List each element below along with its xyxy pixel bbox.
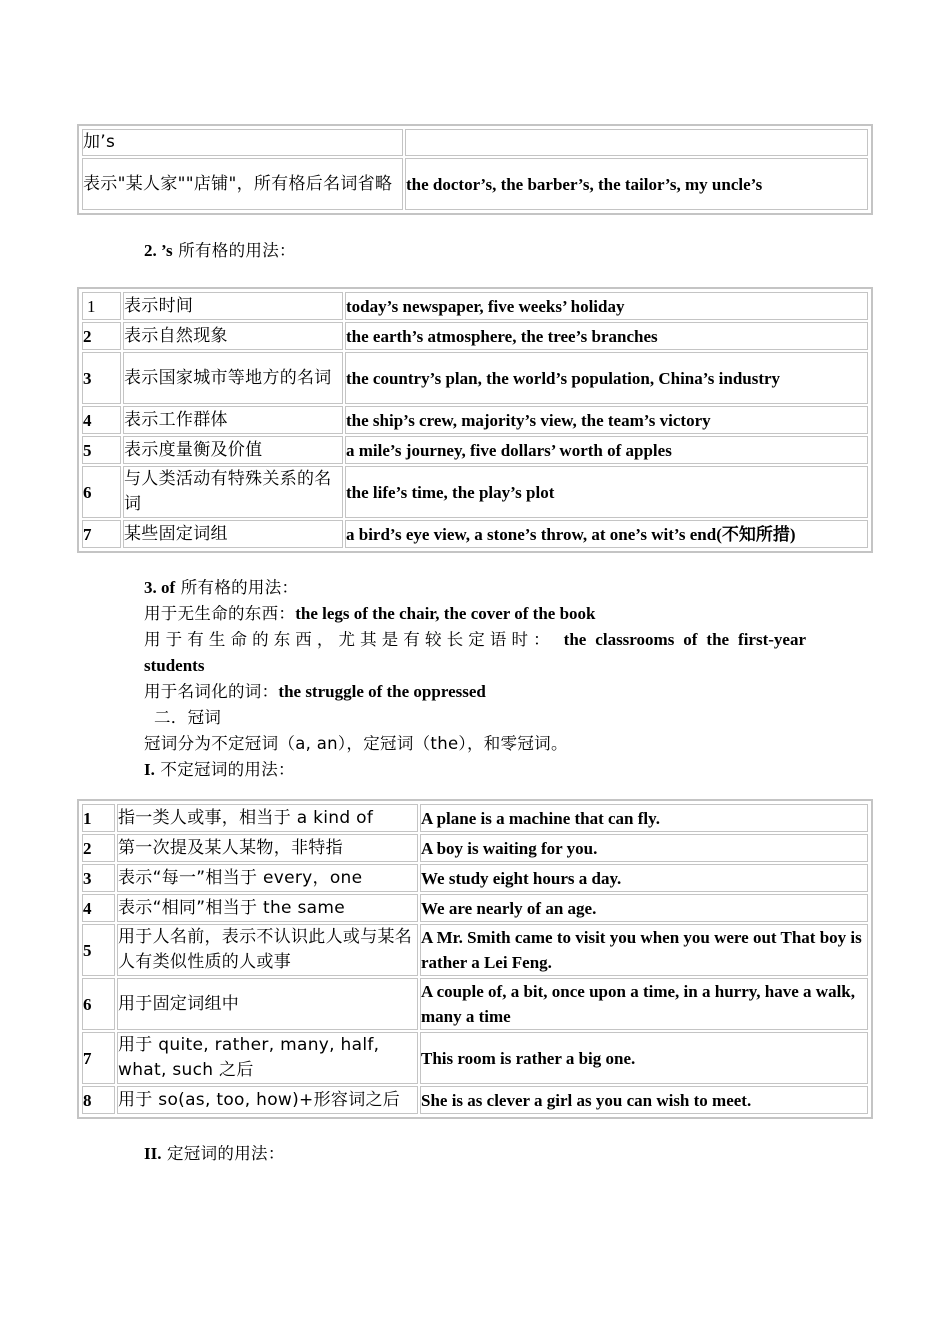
table-row bbox=[82, 436, 868, 464]
section-3-body bbox=[144, 575, 808, 783]
example-cell: the country’s plan, the world’s population, China’s industry bbox=[345, 352, 868, 404]
possessive-table-top bbox=[77, 124, 873, 215]
table-row bbox=[82, 158, 868, 210]
row-number: 3 bbox=[82, 864, 115, 892]
row-number: 5 bbox=[82, 436, 121, 464]
usage-cell: 表示工作群体 bbox=[123, 406, 343, 434]
example-cell: a mile’s journey, five dollars’ worth of apples bbox=[345, 436, 868, 464]
row-number: 7 bbox=[82, 520, 121, 548]
usage-cell: 用于人名前，表示不认识此人或与某名人有类似性质的人或事 bbox=[117, 924, 418, 976]
table-row bbox=[82, 352, 868, 404]
table-row bbox=[82, 1032, 868, 1084]
heading-number: 3. of bbox=[144, 578, 176, 597]
heading-number: I. bbox=[144, 760, 155, 779]
row-number: 8 bbox=[82, 1086, 115, 1114]
usage-cell: 用于 so(as, too, how)+形容词之后 bbox=[117, 1086, 418, 1114]
table-row bbox=[82, 924, 868, 976]
line-zh: 用于无生命的东西： bbox=[144, 604, 296, 623]
indefinite-article-table bbox=[77, 799, 873, 1119]
paragraph-line bbox=[144, 679, 808, 705]
example-cell: the life’s time, the play’s plot bbox=[345, 466, 868, 518]
heading-text: 不定冠词的用法： bbox=[154, 760, 295, 779]
possessive-usage-table bbox=[77, 287, 873, 553]
heading-number: II. bbox=[144, 1144, 162, 1163]
example-cell: today’s newspaper, five weeks’ holiday bbox=[345, 292, 868, 320]
table-cell: 加’s bbox=[82, 129, 403, 156]
line-zh: 用于名词化的词： bbox=[144, 682, 279, 701]
usage-cell: 表示度量衡及价值 bbox=[123, 436, 343, 464]
row-number: 6 bbox=[82, 466, 121, 518]
example-cell: A boy is waiting for you. bbox=[420, 834, 868, 862]
table-row bbox=[82, 834, 868, 862]
usage-cell: 表示时间 bbox=[123, 292, 343, 320]
row-number: 1 bbox=[82, 292, 121, 320]
line-en: the legs of the chair, the cover of the book bbox=[295, 604, 596, 623]
usage-cell: 与人类活动有特殊关系的名词 bbox=[123, 466, 343, 518]
example-cell: the earth’s atmosphere, the tree’s branches bbox=[345, 322, 868, 350]
heading-text: 所有格的用法： bbox=[175, 578, 299, 597]
table-row bbox=[82, 520, 868, 548]
table-row bbox=[82, 292, 868, 320]
usage-cell: 用于固定词组中 bbox=[117, 978, 418, 1030]
usage-cell: 第一次提及某人某物，非特指 bbox=[117, 834, 418, 862]
usage-cell: 指一类人或事，相当于 a kind of bbox=[117, 804, 418, 832]
table-row bbox=[82, 1086, 868, 1114]
example-cell: A Mr. Smith came to visit you when you were out That boy is rather a Lei Feng. bbox=[420, 924, 868, 976]
article-heading bbox=[144, 705, 808, 731]
line-zh: 用于有生命的东西，尤其是有较长定语时： bbox=[144, 630, 555, 649]
row-number: 2 bbox=[82, 322, 121, 350]
row-number: 3 bbox=[82, 352, 121, 404]
example-cell: A plane is a machine that can fly. bbox=[420, 804, 868, 832]
row-number: 6 bbox=[82, 978, 115, 1030]
section-heading-2 bbox=[144, 238, 808, 264]
usage-cell: 某些固定词组 bbox=[123, 520, 343, 548]
row-number: 2 bbox=[82, 834, 115, 862]
paragraph-line bbox=[144, 627, 806, 679]
row-number: 7 bbox=[82, 1032, 115, 1084]
table-row bbox=[82, 406, 868, 434]
row-number: 4 bbox=[82, 894, 115, 922]
usage-cell: 表示自然现象 bbox=[123, 322, 343, 350]
example-cell: We study eight hours a day. bbox=[420, 864, 868, 892]
table-row bbox=[82, 466, 868, 518]
table-cell bbox=[405, 129, 868, 156]
section-heading-I bbox=[144, 757, 808, 783]
row-number: 4 bbox=[82, 406, 121, 434]
table-row bbox=[82, 129, 868, 156]
table-row bbox=[82, 804, 868, 832]
heading-number: 2. ’s bbox=[144, 241, 173, 260]
paragraph-line bbox=[144, 601, 808, 627]
paragraph-line bbox=[144, 731, 808, 757]
example-cell: the ship’s crew, majority’s view, the team’s victory bbox=[345, 406, 868, 434]
heading-text: 定冠词的用法： bbox=[161, 1144, 285, 1163]
table-cell: 表示"某人家""店铺"，所有格后名词省略 bbox=[82, 158, 403, 210]
section-heading-3 bbox=[144, 575, 808, 601]
heading-text: 所有格的用法： bbox=[172, 241, 296, 260]
example-cell: She is as clever a girl as you can wish to meet. bbox=[420, 1086, 868, 1114]
example-cell: A couple of, a bit, once upon a time, in a hurry, have a walk, many a time bbox=[420, 978, 868, 1030]
row-number: 1 bbox=[82, 804, 115, 832]
table-row bbox=[82, 322, 868, 350]
table-row bbox=[82, 978, 868, 1030]
table-cell: the doctor’s, the barber’s, the tailor’s, my uncle’s bbox=[405, 158, 868, 210]
usage-cell: 用于 quite, rather, many, half, what, such 之后 bbox=[117, 1032, 418, 1084]
example-cell: We are nearly of an age. bbox=[420, 894, 868, 922]
example-cell: a bird’s eye view, a stone’s throw, at one’s wit’s end(不知所措) bbox=[345, 520, 868, 548]
table-row bbox=[82, 864, 868, 892]
usage-cell: 表示国家城市等地方的名词 bbox=[123, 352, 343, 404]
line-en: the struggle of the oppressed bbox=[278, 682, 486, 701]
usage-cell: 表示“相同”相当于 the same bbox=[117, 894, 418, 922]
example-cell: This room is rather a big one. bbox=[420, 1032, 868, 1084]
table-row bbox=[82, 894, 868, 922]
line-zh: 二．冠词 bbox=[154, 708, 222, 727]
usage-cell: 表示“每一”相当于 every，one bbox=[117, 864, 418, 892]
section-heading-II bbox=[144, 1141, 808, 1167]
line-en: the classrooms of the first-year students bbox=[144, 630, 806, 675]
line-zh: 冠词分为不定冠词（a, an），定冠词（the），和零冠词。 bbox=[144, 734, 568, 753]
row-number: 5 bbox=[82, 924, 115, 976]
